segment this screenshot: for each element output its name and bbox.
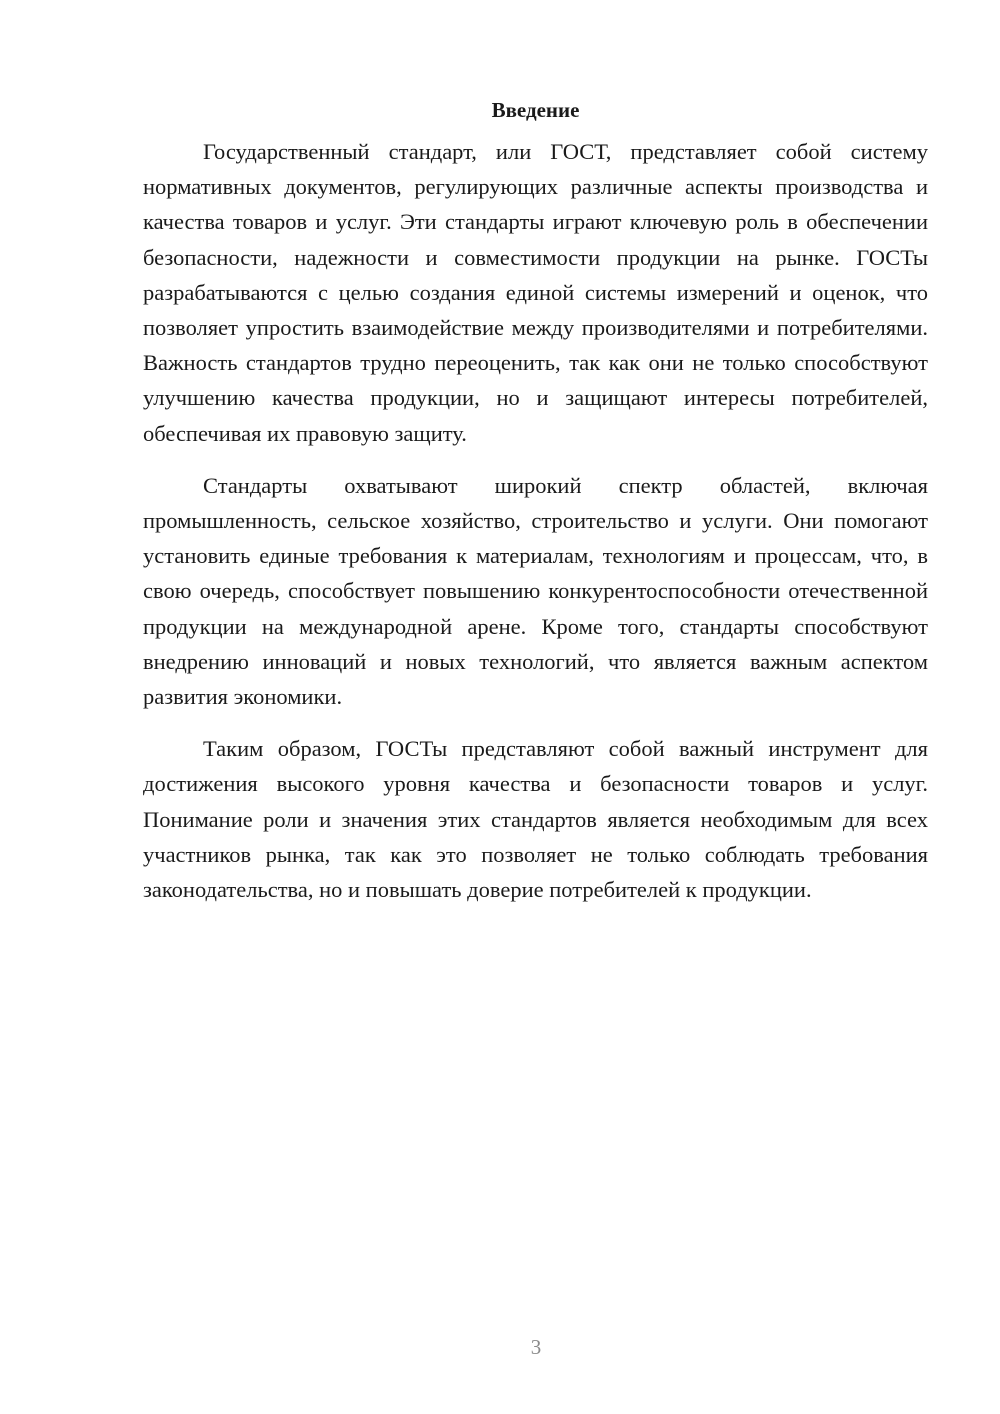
section-title: Введение (491, 98, 580, 122)
paragraph: Таким образом, ГОСТы представляют собой важный инструмент для достижения высокого уровня качества и безопасности товаров и услуг. Понимание роли и значения этих стандартов является необходимым для всех участников рынка, так как это позволяет не только соблюдать требования законодательства, но и повышать доверие потребителей к продукции. (143, 736, 928, 903)
page-content (143, 96, 928, 924)
paragraph: Государственный стандарт, или ГОСТ, представляет собой систему нормативных документов, регулирующих различные аспекты производства и качества товаров и услуг. Эти стандарты играют ключевую роль в обеспечении безопасности, надежности и совместимости продукции на рынке. ГОСТы разрабатываются с целью создания единой системы измерений и оценок, что позволяет упростить взаимодействие между производителями и потребителями. Важность стандартов трудно переоценить, так как они не только способствуют улучшению качества продукции, но и защищают интересы потребителей, обеспечивая их правовую защиту. (143, 139, 928, 446)
paragraph: Стандарты охватывают широкий спектр областей, включая промышленность, сельское хозяйство, строительство и услуги. Они помогают установить единые требования к материалам, технологиям и процессам, что, в свою очередь, способствует повышению конкурентоспособности отечественной продукции на международной арене. Кроме того, стандарты способствуют внедрению инноваций и новых технологий, что является важным аспектом развития экономики. (143, 472, 928, 710)
page-number: 3 (530, 1335, 542, 1359)
